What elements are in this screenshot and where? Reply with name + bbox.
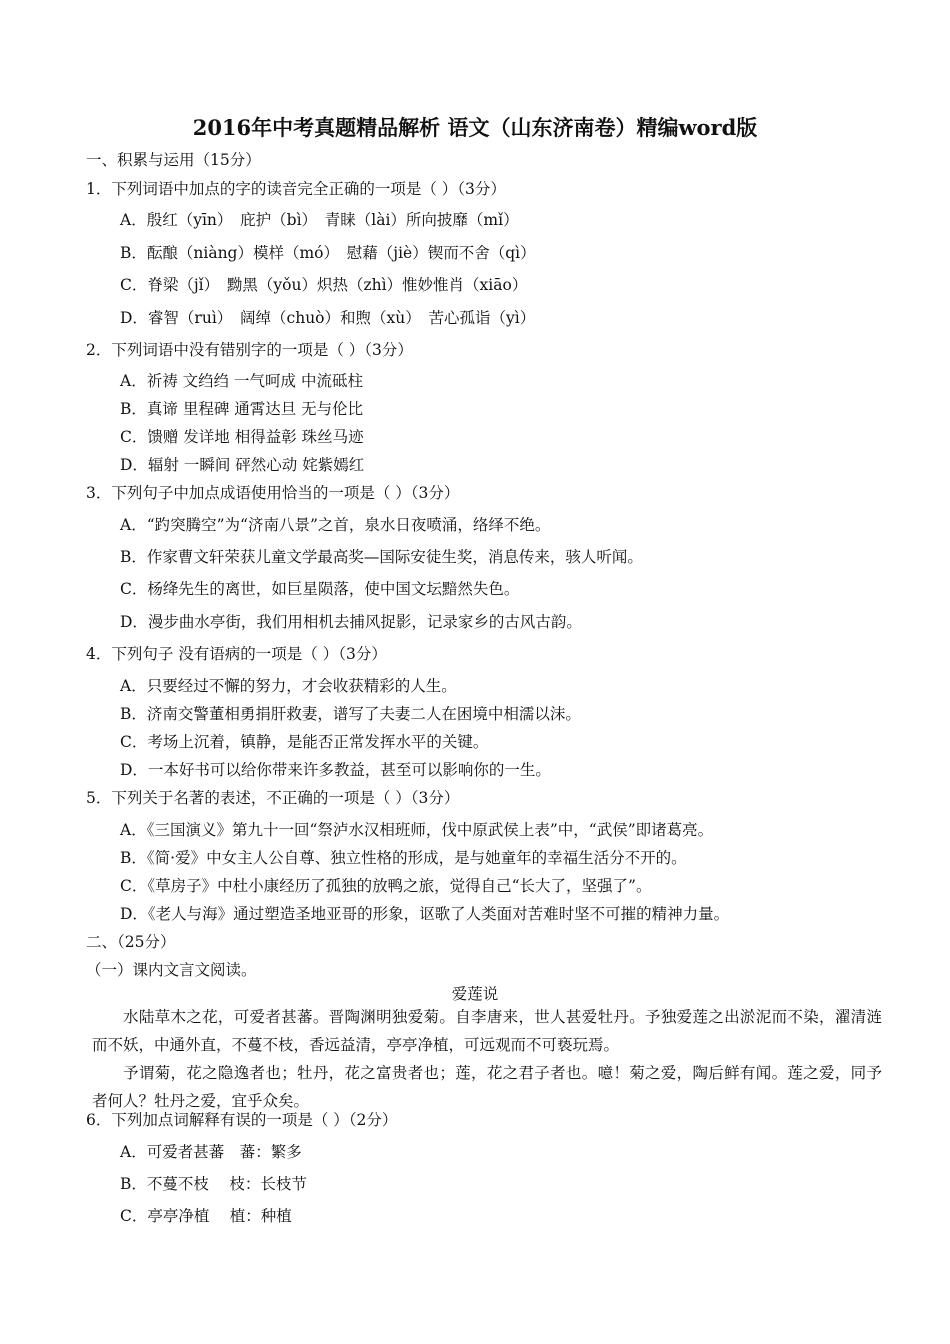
question-6-stem: 6．下列加点词解释有误的一项是（ ）（2分）: [86, 1111, 398, 1129]
question-4-option-c: C．考场上沉着，镇静，是能否正常发挥水平的关键。: [120, 733, 489, 751]
question-1-option-a: A．殷红（yīn） 庇护（bì） 青睐（lài）所向披靡（mǐ）: [120, 211, 519, 229]
essay-paragraph-2: 予谓菊，花之隐逸者也；牡丹，花之富贵者也；莲，花之君子者也。噫！菊之爱，陶后鲜有闻。莲之爱，同予者何人？牡丹之爱，宜乎众矣。: [92, 1064, 882, 1110]
question-5-option-b: B．《简·爱》中女主人公自尊、独立性格的形成，是与她童年的幸福生活分不开的。: [120, 849, 687, 867]
question-1-option-c: C．脊梁（jǐ） 黝黑（yǒu）炽热（zhì）惟妙惟肖（xiāo）: [120, 276, 528, 294]
question-5-option-a: A．《三国演义》第九十一回“祭泸水汉相班师，伐中原武侯上表”中，“武侯”即诸葛亮。: [120, 821, 714, 839]
question-1-option-d: D．睿智（ruì） 阔绰（chuò）和煦（xù） 苦心孤诣（yì）: [120, 309, 536, 327]
question-2-stem: 2．下列词语中没有错别字的一项是（ ）（3分）: [86, 341, 413, 359]
subsection-1-heading: （一）课内文言文阅读。: [86, 961, 257, 979]
essay-title: 爱莲说: [451, 985, 499, 1003]
question-6-option-a: A．可爱者甚蕃 蕃：繁多: [120, 1143, 302, 1161]
document-title: 2016年中考真题精品解析 语文（山东济南卷）精编word版: [192, 115, 758, 140]
section-2-heading: 二、（25分）: [86, 933, 176, 951]
question-3-stem: 3．下列句子中加点成语使用恰当的一项是（ ）（3分）: [86, 484, 460, 502]
question-6-option-b: B．不蔓不枝 枝：长枝节: [120, 1175, 307, 1193]
question-3-option-a: A．“趵突腾空”为“济南八景”之首，泉水日夜喷涌，络绎不绝。: [120, 516, 551, 534]
section-1-heading: 一、积累与运用（15分）: [86, 151, 261, 169]
question-1-option-b: B．酝酿（niàng）模样（mó） 慰藉（jiè）锲而不舍（qì）: [120, 244, 536, 262]
question-5-option-c: C．《草房子》中杜小康经历了孤独的放鸭之旅，觉得自己“长大了，坚强了”。: [120, 877, 652, 895]
question-3-option-b: B．作家曹文轩荣获儿童文学最高奖—国际安徒生奖，消息传来，骇人听闻。: [120, 548, 643, 566]
question-4-option-d: D．一本好书可以给你带来许多教益，甚至可以影响你的一生。: [120, 761, 551, 779]
question-3-option-d: D．漫步曲水亭街，我们用相机去捕风捉影，记录家乡的古风古韵。: [120, 613, 582, 631]
question-5-option-d: D．《老人与海》通过塑造圣地亚哥的形象，讴歌了人类面对苦难时坚不可摧的精神力量。: [120, 905, 730, 923]
question-6-option-c: C．亭亭净植 植：种植: [120, 1207, 292, 1225]
question-4-option-b: B．济南交警董相勇捐肝救妻，谱写了夫妻二人在困境中相濡以沫。: [120, 705, 581, 723]
question-2-option-b: B．真谛 里程碑 通霄达旦 无与伦比: [120, 400, 364, 418]
question-4-stem: 4．下列句子 没有语病的一项是（ ）（3分）: [86, 645, 387, 663]
question-1-stem: 1．下列词语中加点的字的读音完全正确的一项是（ ）（3分）: [86, 180, 506, 198]
question-2-option-c: C．馈赠 发详地 相得益彰 珠丝马迹: [120, 428, 364, 446]
question-5-stem: 5．下列关于名著的表述，不正确的一项是（ ）（3分）: [86, 789, 460, 807]
question-2-option-a: A．祈祷 文绉绉 一气呵成 中流砥柱: [120, 372, 363, 390]
question-2-option-d: D．辐射 一瞬间 砰然心动 姹紫嫣红: [120, 456, 365, 474]
essay-paragraph-1: 水陆草木之花，可爱者甚蕃。晋陶渊明独爱菊。自李唐来，世人甚爱牡丹。予独爱莲之出淤泥而不染，濯清涟而不妖，中通外直，不蔓不枝，香远益清，亭亭净植，可远观而不可亵玩焉。: [92, 1008, 882, 1054]
question-3-option-c: C．杨绛先生的离世，如巨星陨落，使中国文坛黯然失色。: [120, 580, 520, 598]
question-4-option-a: A．只要经过不懈的努力，才会收获精彩的人生。: [120, 677, 457, 695]
